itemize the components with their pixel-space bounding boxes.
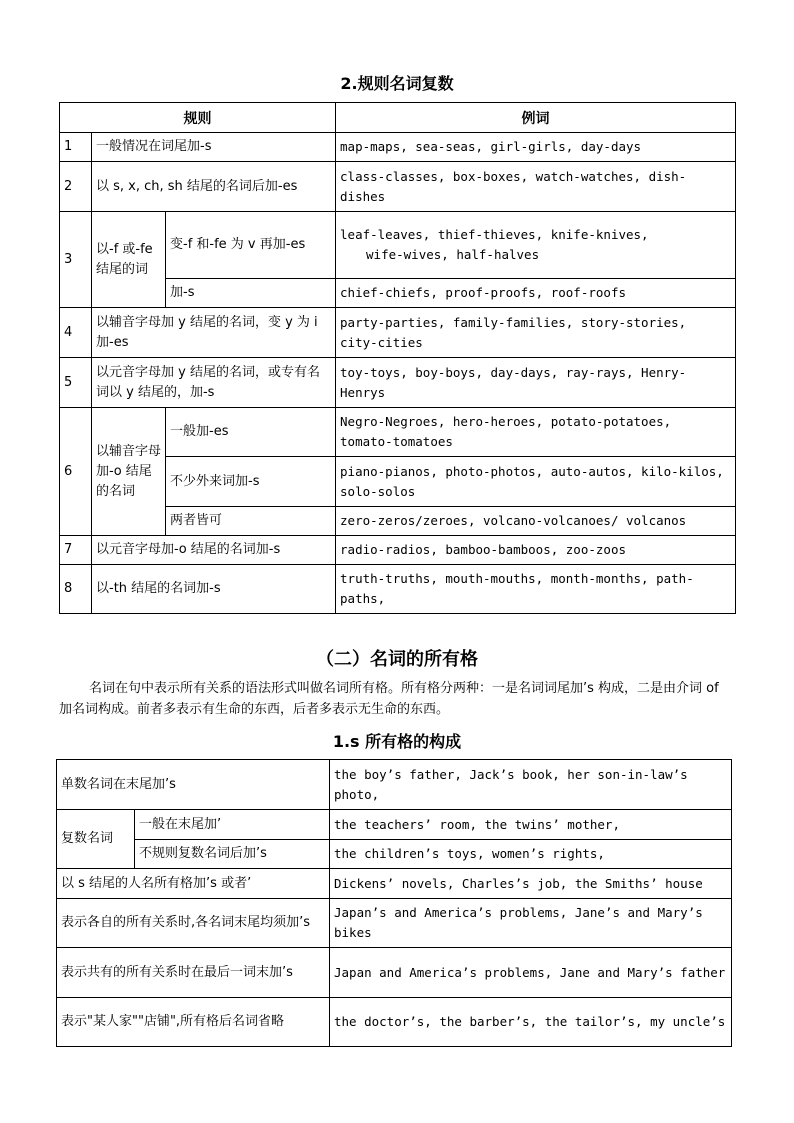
example-cell: the teachers’ room, the twins’ mother, [330,810,732,840]
rule-cell: 以元音字母加-o 结尾的名词加-s [92,536,336,565]
rule-group-cell: 复数名词 [57,810,135,869]
table-row [60,212,736,279]
sub-rule-cell: 不少外来词加-s [166,457,336,507]
rule-cell: 一般情况在词尾加-s [92,133,336,162]
table-row [57,869,732,899]
row-number: 1 [60,133,92,162]
example-cell: Dickens’ novels, Charles’s job, the Smiths’ house [330,869,732,899]
rule-cell: 表示"某人家""店铺",所有格后名词省略 [57,998,330,1047]
table-row [57,998,732,1047]
example-line: leaf-leaves, thief-thieves, knife-knives, [340,227,649,242]
example-cell: map-maps, sea-seas, girl-girls, day-days [336,133,736,162]
rule-cell: 表示共有的所有关系时在最后一词末加’s [57,948,330,998]
rule-cell: 单数名词在末尾加’s [57,760,330,810]
row-number: 4 [60,308,92,358]
example-cell: class-classes, box-boxes, watch-watches, dish-dishes [336,162,736,212]
table-row [60,565,736,614]
sub-rule-cell: 变-f 和-fe 为 v 再加-es [166,212,336,279]
intro-paragraph: 名词在句中表示所有关系的语法形式叫做名词所有格。所有格分两种：一是名词词尾加’s 构成，二是由介词 of 加名词构成。前者多表示有生命的东西，后者多表示无生命的东西。 [59,681,719,717]
rule-cell: 以 s 结尾的人名所有格加’s 或者’ [57,869,330,899]
section-title-possessive: （二）名词的所有格 [316,649,478,670]
table-row [57,840,732,869]
example-cell: Japan’s and America’s problems, Jane’s and Mary’s bikes [330,899,732,948]
possessive-rules-table [56,759,732,1047]
example-cell: Japan and America’s problems, Jane and Mary’s father [330,948,732,998]
rule-cell: 以 s, x, ch, sh 结尾的名词后加-es [92,162,336,212]
table-row [57,760,732,810]
rule-group-cell: 以辅音字母加-o 结尾的名词 [92,408,166,536]
example-cell: Negro-Negroes, hero-heroes, potato-potatoes, tomato-tomatoes [336,408,736,457]
example-cell: the children’s toys, women’s rights, [330,840,732,869]
table-row [57,899,732,948]
table-row [60,536,736,565]
table-row [57,948,732,998]
table-row [60,162,736,212]
section-title-plural: 2.规则名词复数 [340,74,454,93]
table-row [60,408,736,457]
rule-cell: 以元音字母加 y 结尾的名词，或专有名词以 y 结尾的，加-s [92,358,336,408]
example-cell: party-parties, family-families, story-stories, city-cities [336,308,736,358]
sub-rule-cell: 不规则复数名词后加’s [135,840,330,869]
table-row [60,308,736,358]
row-number: 7 [60,536,92,565]
row-number: 3 [60,212,92,308]
row-number: 8 [60,565,92,614]
header-example: 例词 [336,103,736,133]
section-title-s-possessive: 1.s 所有格的构成 [332,732,462,751]
rule-cell: 以-th 结尾的名词加-s [92,565,336,614]
example-cell: toy-toys, boy-boys, day-days, ray-rays, Henry-Henrys [336,358,736,408]
table-row [57,810,732,840]
sub-rule-cell: 一般加-es [166,408,336,457]
plural-rules-table [59,102,736,614]
example-cell: the boy’s father, Jack’s book, her son-in-law’s photo, [330,760,732,810]
sub-rule-cell: 两者皆可 [166,507,336,536]
sub-rule-cell: 一般在末尾加’ [135,810,330,840]
example-cell: the doctor’s, the barber’s, the tailor’s, my uncle’s [330,998,732,1047]
example-cell: radio-radios, bamboo-bamboos, zoo-zoos [336,536,736,565]
example-line: wife-wives, half-halves [366,247,540,262]
row-number: 5 [60,358,92,408]
header-rule: 规则 [60,103,336,133]
rule-group-cell: 以-f 或-fe 结尾的词 [92,212,166,308]
example-cell: truth-truths, mouth-mouths, month-months, path-paths, [336,565,736,614]
table-row [60,358,736,408]
table-row [60,133,736,162]
example-cell [336,212,736,279]
row-number: 2 [60,162,92,212]
table-header-row [60,103,736,133]
rule-cell: 表示各自的所有关系时,各名词末尾均须加’s [57,899,330,948]
example-cell: piano-pianos, photo-photos, auto-autos, kilo-kilos, solo-solos [336,457,736,507]
sub-rule-cell: 加-s [166,279,336,308]
example-cell: zero-zeros/zeroes, volcano-volcanoes/ volcanos [336,507,736,536]
example-cell: chief-chiefs, proof-proofs, roof-roofs [336,279,736,308]
rule-cell: 以辅音字母加 y 结尾的名词，变 y 为 i 加-es [92,308,336,358]
row-number: 6 [60,408,92,536]
